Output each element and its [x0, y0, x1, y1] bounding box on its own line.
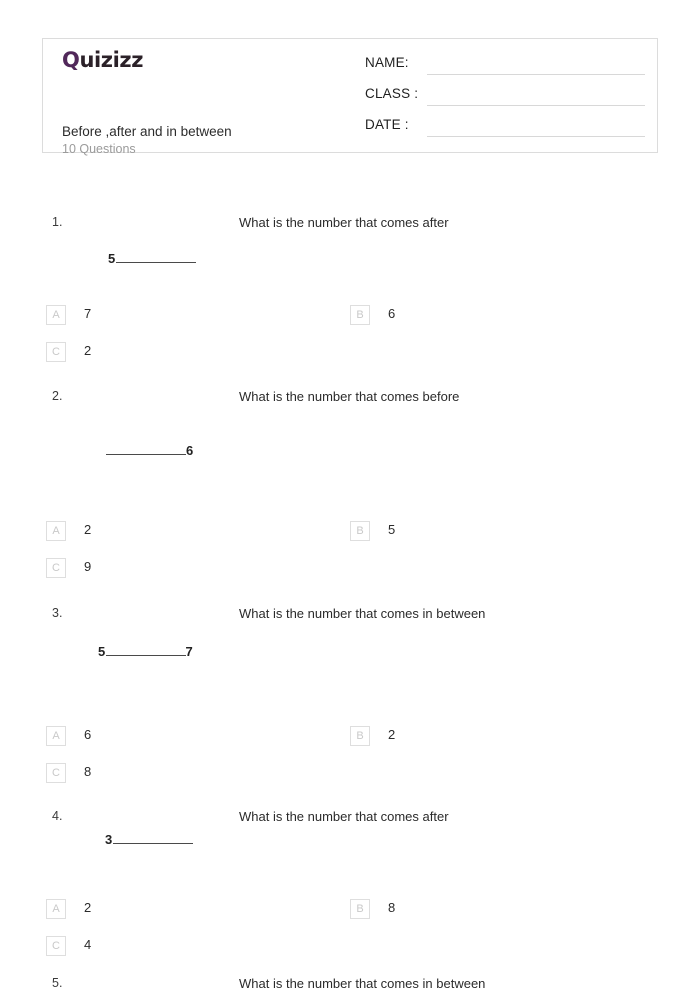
- equation-left-operand: 5: [98, 644, 106, 659]
- equation-left-operand: 3: [105, 832, 113, 847]
- question-number: 3.: [52, 606, 63, 620]
- answer-blank[interactable]: [106, 442, 186, 455]
- question-prompt: What is the number that comes after: [239, 809, 449, 824]
- question-prompt: What is the number that comes in between: [239, 976, 486, 991]
- option-letter-badge: B: [350, 305, 370, 325]
- option-value: 9: [84, 559, 92, 574]
- equation-right-operand: 6: [186, 443, 194, 458]
- option-letter-badge: B: [350, 726, 370, 746]
- answer-blank[interactable]: [113, 831, 193, 844]
- logo-q-letter: Q: [62, 48, 80, 72]
- option-letter-badge: C: [46, 936, 66, 956]
- question-number: 5.: [52, 976, 63, 990]
- option-letter-badge: A: [46, 305, 66, 325]
- class-field-row: [365, 86, 645, 117]
- equation-right-operand: 7: [185, 644, 194, 659]
- name-field-label: NAME:: [365, 55, 409, 70]
- option-letter-badge: C: [46, 342, 66, 362]
- option-letter-badge: C: [46, 558, 66, 578]
- date-field-input[interactable]: [427, 136, 645, 137]
- option-letter-badge: B: [350, 899, 370, 919]
- answer-blank[interactable]: [116, 250, 196, 263]
- question-equation: [106, 442, 194, 458]
- option-letter-badge: A: [46, 521, 66, 541]
- quiz-title: Before ,after and in between: [62, 124, 232, 139]
- header-left-section: [57, 48, 357, 156]
- question-equation: [98, 643, 193, 659]
- option-value: 6: [388, 306, 396, 321]
- option-letter-badge: B: [350, 521, 370, 541]
- question-number: 4.: [52, 809, 63, 823]
- question-prompt: What is the number that comes before: [239, 389, 460, 404]
- question-prompt: What is the number that comes in between: [239, 606, 486, 621]
- option-value: 2: [84, 522, 92, 537]
- question-prompt: What is the number that comes after: [239, 215, 449, 230]
- class-field-label: CLASS :: [365, 86, 419, 101]
- date-field-row: [365, 117, 645, 148]
- option-value: 4: [84, 937, 92, 952]
- option-value: 5: [388, 522, 396, 537]
- option-value: 8: [84, 764, 92, 779]
- option-value: 8: [388, 900, 396, 915]
- student-info-fields: [365, 55, 645, 148]
- option-letter-badge: A: [46, 899, 66, 919]
- name-field-row: [365, 55, 645, 86]
- quiz-question-count: 10 Questions: [62, 142, 136, 156]
- class-field-input[interactable]: [427, 105, 645, 106]
- question-number: 2.: [52, 389, 63, 403]
- worksheet-header-card: [42, 38, 658, 156]
- question-equation: [105, 831, 193, 847]
- name-field-input[interactable]: [427, 74, 645, 75]
- option-letter-badge: A: [46, 726, 66, 746]
- option-value: 6: [84, 727, 92, 742]
- option-value: 2: [84, 900, 92, 915]
- question-equation: [108, 250, 196, 266]
- option-value: 2: [388, 727, 396, 742]
- option-letter-badge: C: [46, 763, 66, 783]
- option-value: 7: [84, 306, 92, 321]
- answer-blank[interactable]: [106, 643, 186, 656]
- option-value: 2: [84, 343, 92, 358]
- date-field-label: DATE :: [365, 117, 409, 132]
- quizizz-logo: [62, 50, 357, 71]
- logo-rest-letters: uizizz: [79, 48, 144, 72]
- question-number: 1.: [52, 215, 63, 229]
- equation-left-operand: 5: [108, 251, 116, 266]
